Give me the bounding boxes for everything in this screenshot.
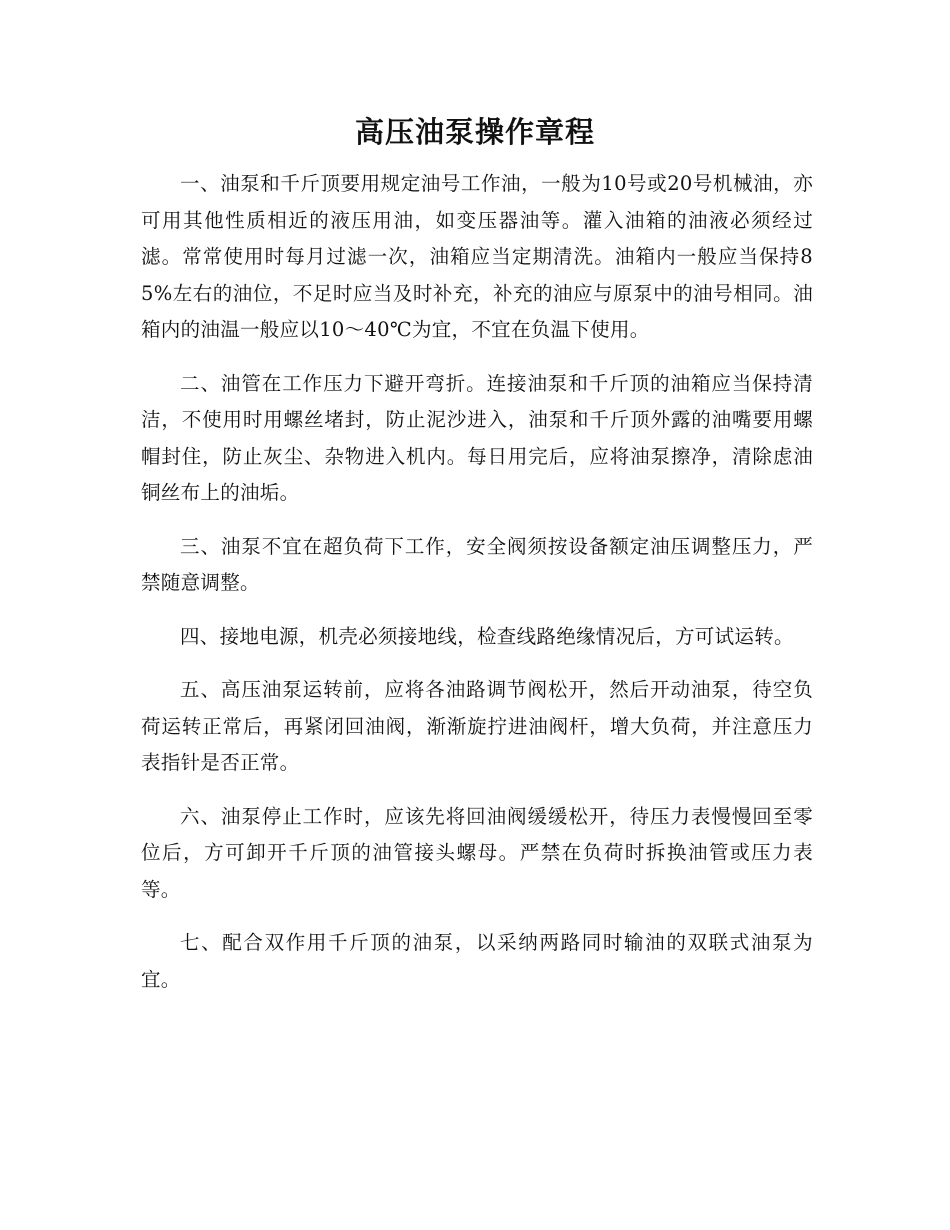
paragraph-5: 五、高压油泵运转前，应将各油路调节阀松开，然后开动油泵，待空负荷运转正常后，再紧闭回油阀，渐渐旋拧进油阀杆，增大负荷，并注意压力表指针是否正常。: [141, 678, 813, 774]
paragraph-7: 七、配合双作用千斤顶的油泵，以采纳两路同时输油的双联式油泵为宜。: [141, 931, 813, 991]
paragraph-4: 四、接地电源，机壳必须接地线，检查线路绝缘情况后，方可试运转。: [180, 624, 794, 648]
document-body: [141, 166, 813, 1015]
document-title: 高压油泵操作章程: [354, 115, 595, 149]
paragraph-3: 三、油泵不宜在超负荷下工作，安全阀须按设备额定油压调整压力，严禁随意调整。: [141, 534, 813, 594]
paragraph-2: 二、油管在工作压力下避开弯折。连接油泵和千斤顶的油箱应当保持清洁，不使用时用螺丝堵封，防止泥沙进入，油泵和千斤顶外露的油嘴要用螺帽封住，防止灰尘、杂物进入机内。每日用完后，应将油泵擦净，清除虑油铜丝布上的油垢。: [141, 371, 813, 504]
paragraph-1: 一、油泵和千斤顶要用规定油号工作油，一般为10号或20号机械油，亦可用其他性质相近的液压用油，如变压器油等。灌入油箱的油液必须经过滤。常常使用时每月过滤一次，油箱应当定期清洗。油箱内一般应当保持85%左右的油位，不足时应当及时补充，补充的油应与原泵中的油号相同。油箱内的油温一般应以10～40℃为宜，不宜在负温下使用。: [141, 172, 813, 341]
paragraph-6: 六、油泵停止工作时，应该先将回油阀缓缓松开，待压力表慢慢回至零位后，方可卸开千斤顶的油管接头螺母。严禁在负荷时拆换油管或压力表等。: [141, 804, 813, 901]
